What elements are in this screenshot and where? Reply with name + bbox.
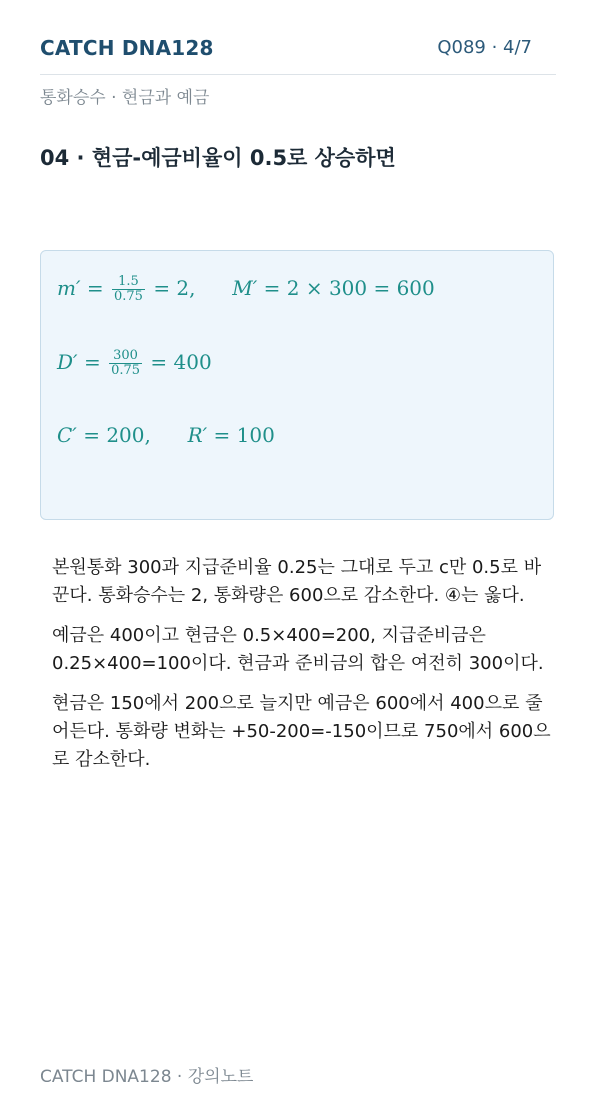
fraction-denominator: 0.75 xyxy=(111,363,141,378)
page-header xyxy=(40,36,556,75)
formula-line-multiplier xyxy=(57,275,435,304)
formula-var-D: D′ xyxy=(57,350,78,374)
page-footer: CATCH DNA128 · 강의노트 xyxy=(40,1067,254,1087)
formula-line-cash-reserve xyxy=(57,423,275,447)
formula-fraction xyxy=(112,275,145,304)
formula-line-deposit xyxy=(57,349,212,378)
formula-var-M: M′ xyxy=(232,276,258,300)
breadcrumb: 통화승수 · 현금과 예금 xyxy=(40,88,210,108)
fraction-numerator: 300 xyxy=(109,349,142,364)
formula-box xyxy=(40,250,554,520)
formula-var-m: m′ xyxy=(57,276,81,300)
formula-eq: = xyxy=(83,350,101,374)
explanation-paragraph-1: 본원통화 300과 지급준비율 0.25는 그대로 두고 c만 0.5로 바꾼다. 통화승수는 2, 통화량은 600으로 감소한다. ④는 옳다. xyxy=(52,557,542,606)
formula-fraction xyxy=(109,349,142,378)
question-pager: Q089 · 4/7 xyxy=(437,37,532,58)
fraction-numerator: 1.5 xyxy=(112,275,145,290)
formula-eq: = xyxy=(86,276,104,300)
formula-result: = 2, xyxy=(153,276,196,300)
brand-title: CATCH DNA128 xyxy=(40,36,214,60)
formula-expr: = 200, xyxy=(83,423,151,447)
explanation-paragraph-2: 예금은 400이고 현금은 0.5×400=200, 지급준비금은 0.25×400=100이다. 현금과 준비금의 합은 여전히 300이다. xyxy=(52,625,544,674)
formula-var-R: R′ xyxy=(187,423,208,447)
formula-var-C: C′ xyxy=(57,423,77,447)
formula-result: = 400 xyxy=(150,350,212,374)
explanation-paragraph-3: 현금은 150에서 200으로 늘지만 예금은 600에서 400으로 줄어든다. 통화량 변화는 +50-200=-150이므로 750에서 600으로 감소한다. xyxy=(52,693,551,770)
formula-expr: = 100 xyxy=(213,423,275,447)
fraction-denominator: 0.75 xyxy=(114,289,143,304)
section-title: 04 · 현금-예금비율이 0.5로 상승하면 xyxy=(40,146,396,170)
formula-expr: = 2 × 300 = 600 xyxy=(263,276,435,300)
